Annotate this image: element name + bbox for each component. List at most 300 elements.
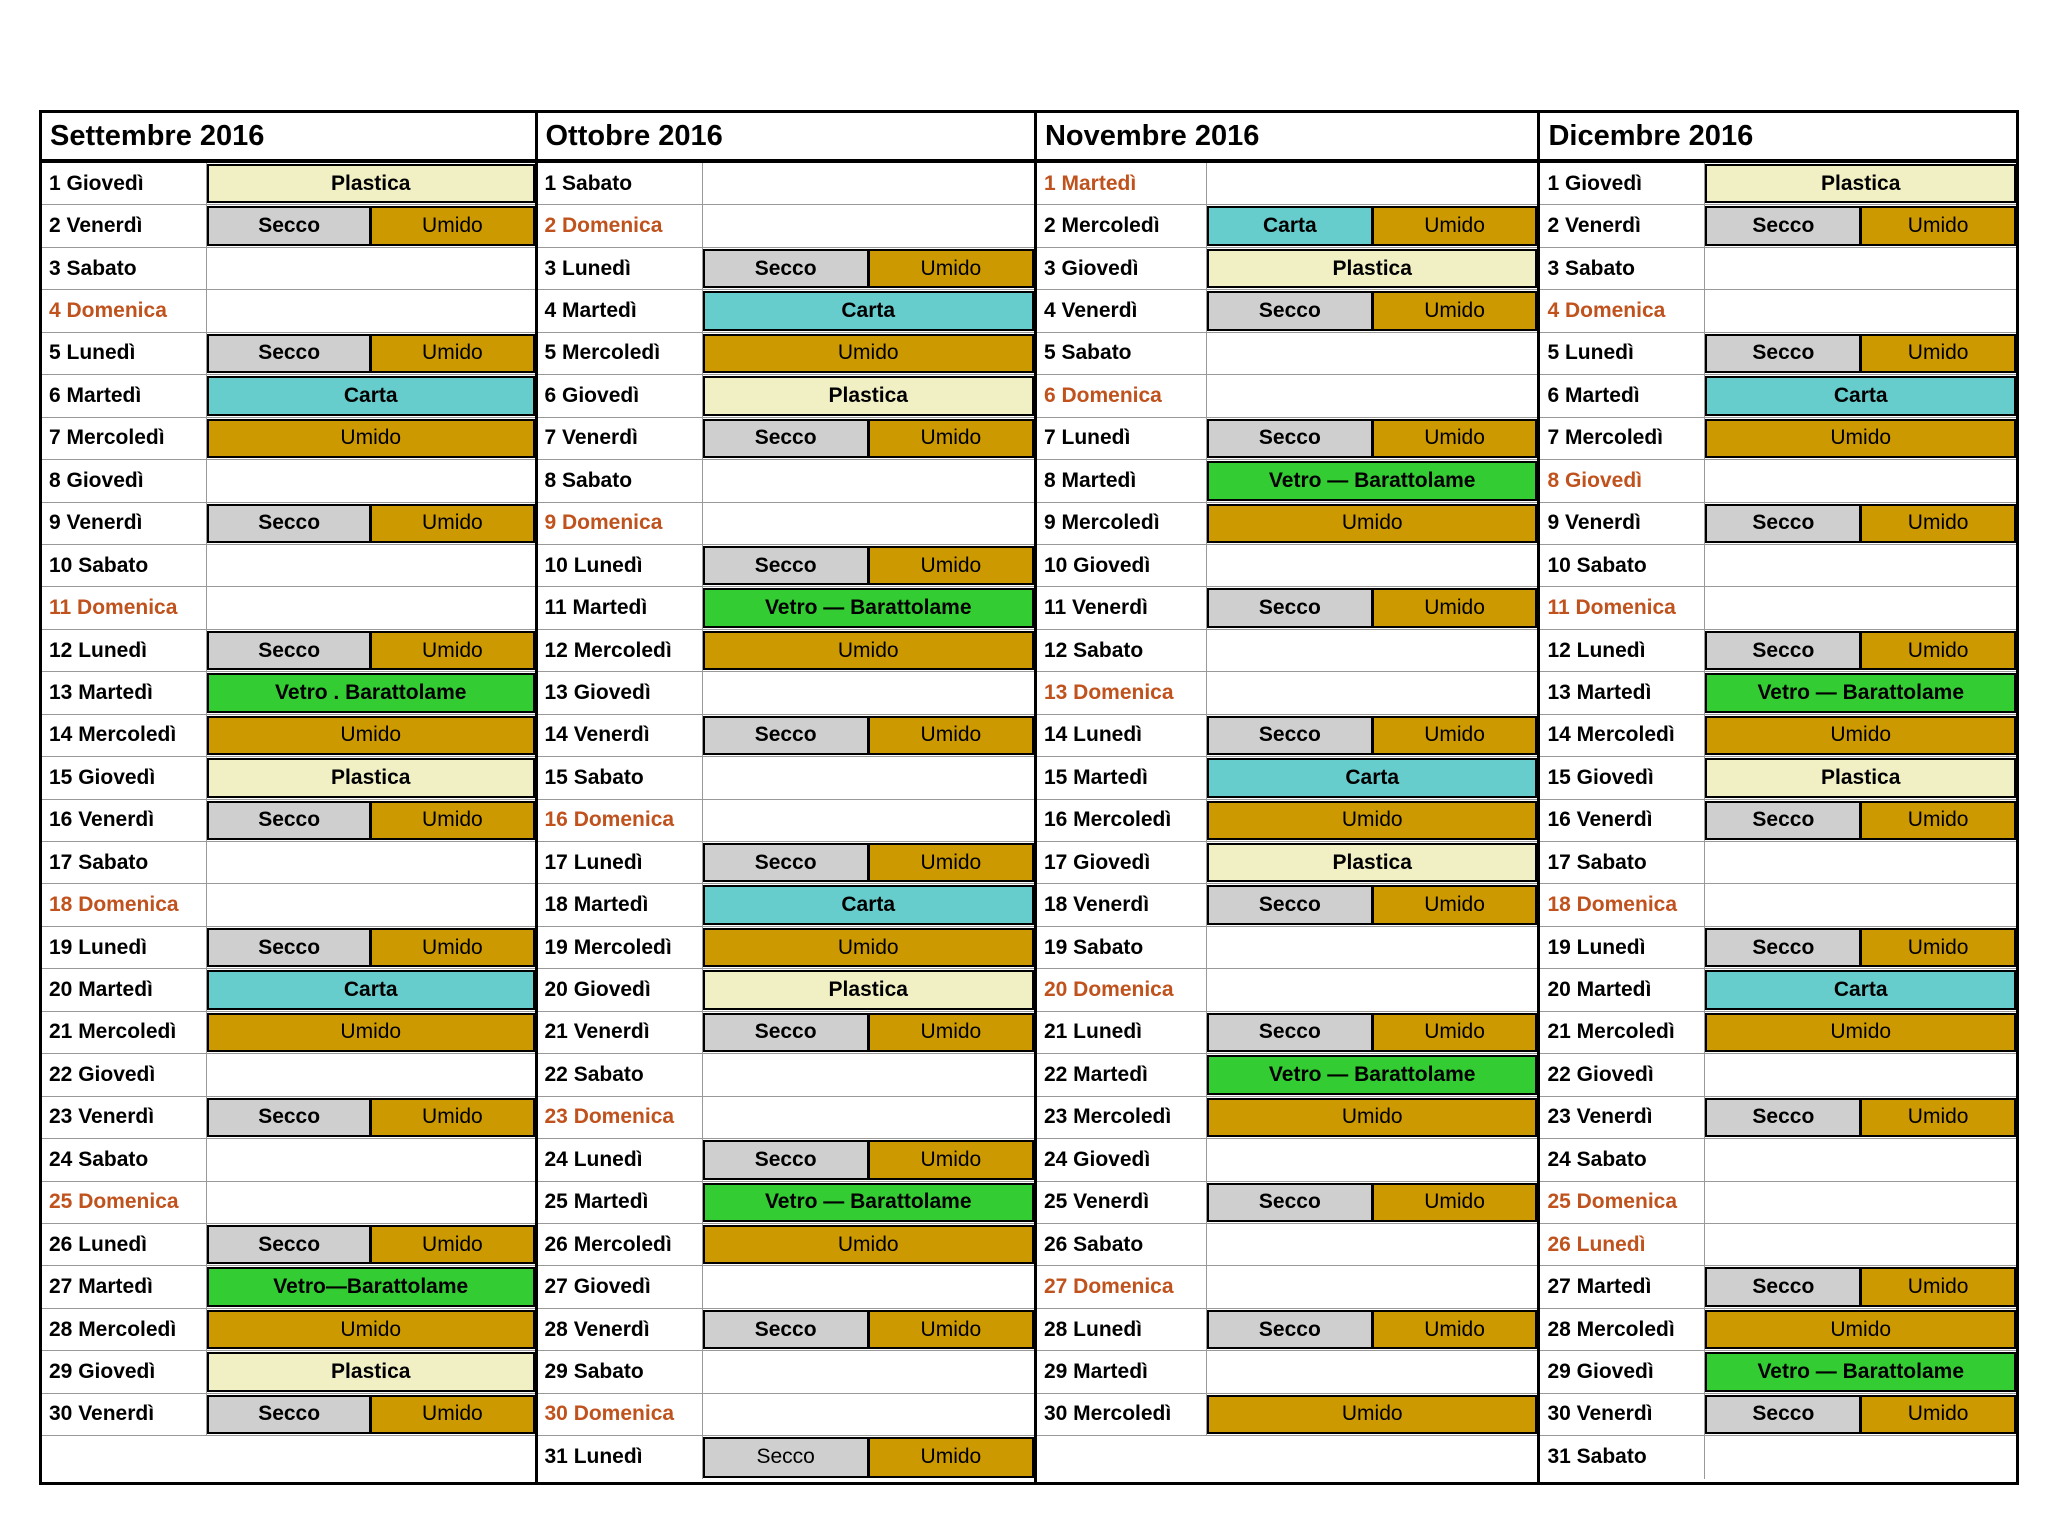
day-row [1037,715,1537,757]
collection-umido-badge: Umido [207,716,535,755]
day-label: 4 Domenica [42,290,207,331]
collection-umido-badge: Umido [1861,504,2016,543]
day-label: 24 Sabato [1540,1139,1705,1180]
collection-slot [207,375,535,416]
day-row [1037,205,1537,247]
day-label: 20 Giovedì [538,969,703,1010]
day-row [1037,1351,1537,1393]
collection-carta-badge: Carta [1705,970,2016,1009]
collection-slot [1207,1224,1537,1265]
collection-slot [207,290,535,331]
day-label: 11 Venerdì [1037,587,1207,628]
collection-slot [703,1351,1034,1392]
day-label: 21 Mercoledì [1540,1012,1705,1053]
day-row [42,884,535,926]
day-label: 8 Giovedì [42,460,207,501]
collection-umido-badge: Umido [1861,631,2016,670]
collection-slot [703,927,1034,968]
day-row [1540,1436,2016,1478]
day-row [1037,757,1537,799]
collection-slot [1705,1182,2016,1223]
day-label: 24 Sabato [42,1139,207,1180]
collection-slot [1705,545,2016,586]
collection-slot [703,333,1034,374]
day-label: 10 Giovedì [1037,545,1207,586]
collection-secco-badge: Secco [207,504,371,543]
day-label: 27 Martedì [42,1266,207,1307]
collection-slot [1705,1054,2016,1095]
collection-slot [1207,757,1537,798]
collection-umido-badge: Umido [869,1013,1034,1052]
day-row [1037,163,1537,205]
day-row [1540,800,2016,842]
day-label: 26 Sabato [1037,1224,1207,1265]
day-row [1037,545,1537,587]
collection-slot [1705,1351,2016,1392]
collection-slot [1705,248,2016,289]
collection-umido-badge: Umido [371,1098,534,1137]
collection-secco-badge: Secco [1207,885,1373,924]
collection-slot [207,205,535,246]
collection-slot [703,1097,1034,1138]
collection-slot [207,969,535,1010]
day-row [538,418,1034,460]
collection-slot [1705,715,2016,756]
collection-plastica-badge: Plastica [207,164,535,203]
day-row [1037,672,1537,714]
day-label: 31 Sabato [1540,1436,1705,1478]
day-label: 16 Venerdì [42,800,207,841]
collection-slot [703,1309,1034,1350]
day-row [1540,757,2016,799]
day-row [42,715,535,757]
collection-secco-badge: Secco [1705,801,1861,840]
day-row [538,248,1034,290]
day-row [1037,375,1537,417]
day-list [538,163,1034,1482]
collection-umido-badge: Umido [1373,419,1538,458]
day-label: 9 Venerdì [1540,503,1705,544]
day-label: 17 Sabato [1540,842,1705,883]
month-column-october [538,113,1037,1482]
collection-slot [703,884,1034,925]
day-label: 19 Sabato [1037,927,1207,968]
day-label: 5 Lunedì [1540,333,1705,374]
collection-umido-badge: Umido [371,801,534,840]
collection-slot [703,800,1034,841]
day-label: 5 Sabato [1037,333,1207,374]
collection-slot [1207,672,1537,713]
day-label: 27 Giovedì [538,1266,703,1307]
day-row [42,927,535,969]
collection-slot [1207,503,1537,544]
day-label: 7 Lunedì [1037,418,1207,459]
day-row [538,1097,1034,1139]
collection-slot [703,842,1034,883]
collection-plastica-badge: Plastica [207,1352,535,1391]
day-label: 5 Mercoledì [538,333,703,374]
collection-umido-badge: Umido [869,1140,1034,1179]
collection-slot [207,333,535,374]
collection-plastica-badge: Plastica [1207,843,1537,882]
collection-slot [207,1054,535,1095]
day-row [1037,884,1537,926]
collection-umido-badge: Umido [207,419,535,458]
day-row [1037,1054,1537,1096]
day-label: 28 Venerdì [538,1309,703,1350]
day-row [42,1054,535,1096]
day-label: 23 Domenica [538,1097,703,1138]
collection-slot [1705,1394,2016,1435]
collection-slot [207,630,535,671]
collection-slot [207,757,535,798]
day-row [1540,969,2016,1011]
collection-slot [1705,1309,2016,1350]
collection-umido-badge: Umido [1207,1395,1537,1434]
collection-umido-badge: Umido [1861,206,2016,245]
collection-umido-badge: Umido [371,631,534,670]
collection-umido-badge: Umido [1207,801,1537,840]
day-row [538,1436,1034,1478]
collection-carta-badge: Carta [1207,758,1537,797]
day-label: 3 Lunedì [538,248,703,289]
collection-secco-badge: Secco [207,801,371,840]
day-label: 25 Domenica [42,1182,207,1223]
collection-slot [1705,418,2016,459]
day-label: 16 Domenica [538,800,703,841]
day-row [1037,630,1537,672]
day-label: 10 Sabato [42,545,207,586]
collection-slot [703,460,1034,501]
day-label: 19 Lunedì [1540,927,1705,968]
day-label: 1 Giovedì [1540,163,1705,204]
collection-secco-badge: Secco [703,843,869,882]
month-column-november [1037,113,1540,1482]
collection-umido-badge: Umido [869,843,1034,882]
collection-slot [1207,587,1537,628]
collection-umido-badge: Umido [1861,1395,2016,1434]
collection-umido-badge: Umido [1373,885,1538,924]
day-label: 17 Lunedì [538,842,703,883]
day-row [1037,1182,1537,1224]
day-label: 17 Giovedì [1037,842,1207,883]
day-label: 21 Lunedì [1037,1012,1207,1053]
collection-slot [1705,205,2016,246]
day-label: 7 Venerdì [538,418,703,459]
collection-secco-badge: Secco [703,249,869,288]
collection-slot [1207,418,1537,459]
collection-vetro-badge: Vetro — Barattolame [1207,461,1537,500]
collection-secco-badge: Secco [1207,716,1373,755]
day-label: 1 Giovedì [42,163,207,204]
day-row [42,1266,535,1308]
day-label: 29 Giovedì [42,1351,207,1392]
day-label: 18 Domenica [42,884,207,925]
collection-slot [207,842,535,883]
collection-umido-badge: Umido [1861,928,2016,967]
day-label: 15 Martedì [1037,757,1207,798]
day-row [1540,1097,2016,1139]
collection-slot [703,418,1034,459]
day-row [42,842,535,884]
collection-secco-badge: Secco [1207,291,1373,330]
collection-slot [703,969,1034,1010]
collection-slot [207,1266,535,1307]
collection-carta-badge: Carta [207,970,535,1009]
collection-vetro-badge: Vetro — Barattolame [1705,1352,2016,1391]
collection-umido-badge: Umido [1373,716,1538,755]
day-row [538,842,1034,884]
day-label: 19 Mercoledì [538,927,703,968]
day-row [1540,248,2016,290]
day-label: 28 Mercoledì [42,1309,207,1350]
collection-slot [207,927,535,968]
day-label: 19 Lunedì [42,927,207,968]
day-label: 14 Mercoledì [42,715,207,756]
collection-umido-badge: Umido [207,1310,535,1349]
collection-secco-badge: Secco [703,1310,869,1349]
month-title: Ottobre 2016 [538,113,1034,163]
day-label: 25 Venerdì [1037,1182,1207,1223]
day-row [1540,1139,2016,1181]
collection-slot [1207,545,1537,586]
day-row [1540,587,2016,629]
collection-slot [207,800,535,841]
collection-umido-badge: Umido [1373,206,1538,245]
collection-secco-badge: Secco [703,1437,869,1477]
day-row [1540,884,2016,926]
collection-umido-badge: Umido [869,546,1034,585]
collection-slot [207,1309,535,1350]
collection-slot [1705,333,2016,374]
day-row [1540,672,2016,714]
collection-slot [703,1012,1034,1053]
day-row [1540,1394,2016,1436]
day-row [1540,1012,2016,1054]
day-row [42,503,535,545]
month-title: Settembre 2016 [42,113,535,163]
day-label: 16 Mercoledì [1037,800,1207,841]
collection-slot [1207,163,1537,204]
day-label: 3 Giovedì [1037,248,1207,289]
day-row [1037,333,1537,375]
day-label: 26 Lunedì [1540,1224,1705,1265]
day-label: 3 Sabato [1540,248,1705,289]
collection-slot [703,672,1034,713]
waste-collection-calendar [39,110,2019,1485]
day-label: 15 Giovedì [42,757,207,798]
collection-slot [1705,672,2016,713]
collection-slot [207,503,535,544]
day-label: 15 Giovedì [1540,757,1705,798]
collection-umido-badge: Umido [1705,716,2016,755]
collection-plastica-badge: Plastica [703,970,1034,1009]
collection-vetro-badge: Vetro — Barattolame [703,1183,1034,1222]
collection-slot [1705,800,2016,841]
day-label: 29 Giovedì [1540,1351,1705,1392]
collection-secco-badge: Secco [1705,1098,1861,1137]
day-label: 9 Domenica [538,503,703,544]
collection-umido-badge: Umido [703,928,1034,967]
day-row [42,800,535,842]
collection-slot [1207,290,1537,331]
collection-slot [1207,1182,1537,1223]
collection-slot [703,1266,1034,1307]
day-label: 12 Lunedì [42,630,207,671]
day-row [538,1012,1034,1054]
collection-slot [207,1182,535,1223]
month-title: Novembre 2016 [1037,113,1537,163]
day-row [1540,842,2016,884]
collection-carta-badge: Carta [207,376,535,415]
collection-slot [1705,927,2016,968]
collection-slot [1705,969,2016,1010]
day-row [538,757,1034,799]
collection-vetro-badge: Vetro — Barattolame [1207,1055,1537,1094]
collection-slot [1207,1054,1537,1095]
day-row [1540,460,2016,502]
collection-slot [703,715,1034,756]
day-row [538,884,1034,926]
collection-umido-badge: Umido [1861,801,2016,840]
day-row [538,715,1034,757]
collection-slot [1705,1436,2016,1478]
collection-umido-badge: Umido [1861,1098,2016,1137]
collection-slot [1705,503,2016,544]
month-column-december [1540,113,2016,1482]
day-row [1037,800,1537,842]
day-label: 13 Domenica [1037,672,1207,713]
collection-umido-badge: Umido [371,206,534,245]
collection-vetro-badge: Vetro — Barattolame [1705,673,2016,712]
day-label: 9 Venerdì [42,503,207,544]
collection-umido-badge: Umido [1373,588,1538,627]
day-label: 17 Sabato [42,842,207,883]
day-row [1037,1394,1537,1436]
collection-umido-badge: Umido [1373,1183,1538,1222]
day-label: 6 Martedì [42,375,207,416]
day-label: 30 Venerdì [42,1394,207,1435]
day-row [538,460,1034,502]
collection-slot [207,545,535,586]
collection-secco-badge: Secco [703,716,869,755]
day-label: 8 Martedì [1037,460,1207,501]
day-row [1540,715,2016,757]
day-row [42,672,535,714]
month-title: Dicembre 2016 [1540,113,2016,163]
collection-secco-badge: Secco [1207,419,1373,458]
collection-plastica-badge: Plastica [1207,249,1537,288]
collection-secco-badge: Secco [1705,206,1861,245]
day-row [1540,1182,2016,1224]
collection-umido-badge: Umido [703,334,1034,373]
day-row [42,969,535,1011]
day-row [42,333,535,375]
day-row [538,630,1034,672]
day-label: 18 Domenica [1540,884,1705,925]
collection-secco-badge: Secco [703,1013,869,1052]
day-label: 24 Lunedì [538,1139,703,1180]
day-row [538,503,1034,545]
day-label: 20 Martedì [42,969,207,1010]
day-label: 10 Sabato [1540,545,1705,586]
collection-umido-badge: Umido [1207,1098,1537,1137]
day-row [42,1394,535,1436]
day-row [1540,545,2016,587]
day-row [42,1224,535,1266]
collection-secco-badge: Secco [1705,504,1861,543]
day-row [1540,630,2016,672]
collection-slot [703,375,1034,416]
collection-secco-badge: Secco [1207,1310,1373,1349]
collection-slot [1207,884,1537,925]
day-label: 8 Sabato [538,460,703,501]
collection-umido-badge: Umido [869,419,1034,458]
day-label: 21 Mercoledì [42,1012,207,1053]
day-row [538,927,1034,969]
day-list [1037,163,1537,1482]
day-label: 21 Venerdì [538,1012,703,1053]
day-row [42,375,535,417]
day-row [42,205,535,247]
day-row [538,1224,1034,1266]
collection-slot [1705,630,2016,671]
day-label: 18 Martedì [538,884,703,925]
collection-secco-badge: Secco [1207,588,1373,627]
day-row [42,1097,535,1139]
collection-slot [1207,1097,1537,1138]
collection-slot [1207,630,1537,671]
collection-slot [1705,587,2016,628]
day-label: 30 Venerdì [1540,1394,1705,1435]
collection-slot [703,587,1034,628]
day-label: 29 Sabato [538,1351,703,1392]
collection-slot [1705,1097,2016,1138]
day-label: 4 Martedì [538,290,703,331]
collection-slot [703,1182,1034,1223]
collection-carta-badge: Carta [703,291,1034,330]
day-row [42,630,535,672]
collection-secco-badge: Secco [207,928,371,967]
day-row [42,1012,535,1054]
day-row [1037,460,1537,502]
collection-carta-badge: Carta [1207,206,1373,245]
collection-slot [703,1054,1034,1095]
collection-slot [1705,1266,2016,1307]
day-row [42,1139,535,1181]
collection-umido-badge: Umido [371,504,534,543]
collection-slot [1207,1266,1537,1307]
collection-slot [1207,1351,1537,1392]
collection-slot [703,290,1034,331]
day-label: 16 Venerdì [1540,800,1705,841]
day-row [1540,1054,2016,1096]
collection-secco-badge: Secco [703,546,869,585]
day-label: 12 Sabato [1037,630,1207,671]
collection-slot [1207,375,1537,416]
day-label: 1 Sabato [538,163,703,204]
day-label: 15 Sabato [538,757,703,798]
collection-secco-badge: Secco [207,334,371,373]
collection-umido-badge: Umido [1373,1013,1538,1052]
day-label: 6 Giovedì [538,375,703,416]
collection-secco-badge: Secco [1705,1395,1861,1434]
collection-slot [207,1097,535,1138]
day-label: 23 Venerdì [42,1097,207,1138]
day-row [1540,163,2016,205]
day-row [42,587,535,629]
day-row [538,290,1034,332]
